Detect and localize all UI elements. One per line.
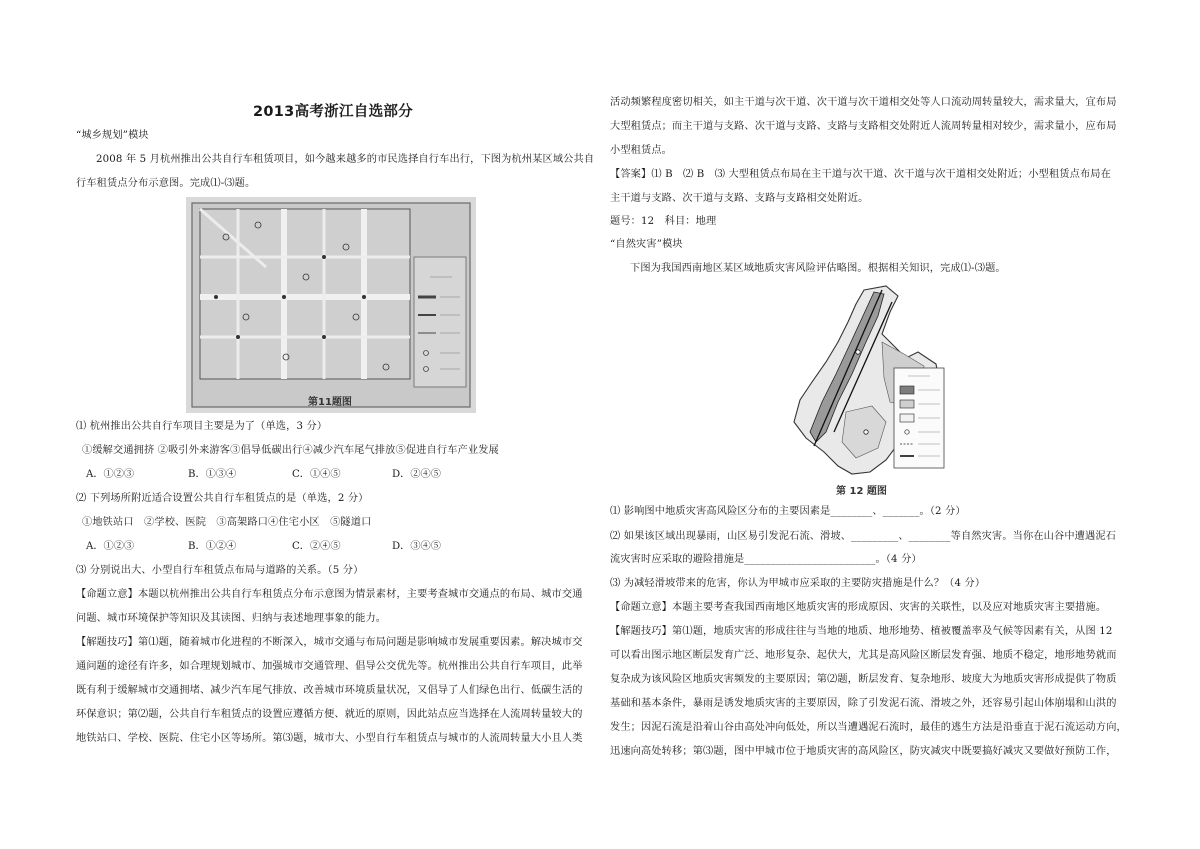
hazard-intro: 下图为我国西南地区某区域地质灾害风险评估略图。根据相关知识，完成⑴-⑶题。 (630, 263, 1006, 274)
answer-line-2: 主干道与支路、次干道与支路、支路与支路相交处附近。 (610, 193, 869, 204)
option-a: A．①②③ (86, 469, 135, 480)
bike-station-map-image (186, 197, 476, 413)
question-1-options (86, 468, 586, 481)
hazard-question-2a: ⑵ 如果该区域出现暴雨，山区易引发泥石流、滑坡、_________、________等自然灾害。当你在山谷中遭遇泥石 (610, 531, 1117, 542)
analysis-line: 既有利于缓解城市交通拥堵、减少汽车尾气排放、改善城市环境质量状况，又倡导了人们绿色出行、低碳生活的 (76, 685, 583, 696)
question-2-options (86, 540, 586, 553)
analysis-line: 问题、城市环境保护等知识及其读图、归纳与表述地理事象的能力。 (76, 613, 387, 624)
question-2-items: ①地铁站口 ②学校、医院 ③高架路口④住宅小区 ⑤隧道口 (82, 517, 372, 528)
analysis-line: 迅速向高处转移；第⑶题，图中甲城市位于地质灾害的高风险区，防灾减灾中既要搞好减灾又要做好预防工作， (610, 746, 1117, 757)
question-2: ⑵ 下列场所附近适合设置公共自行车租赁点的是（单选，2 分） (76, 493, 369, 504)
module-heading-natural-hazards: “自然灾害”模块 (610, 239, 683, 250)
analysis-line: 【解题技巧】第⑴题，地质灾害的形成往往与当地的地质、地形地势、植被覆盖率及气候等因素有关，从图 12 (610, 626, 1113, 637)
option-d: D．②④⑤ (392, 469, 441, 480)
hazard-question-2b: 流灾害时应采取的避险措施是_________________________。（4 分） (610, 554, 922, 565)
option-d: D．③④⑤ (392, 541, 441, 552)
option-a: A．①②③ (86, 541, 135, 552)
continued-line: 活动频繁程度密切相关，如主干道与次干道、次干道与次干道相交处等人口流动周转量较大，需求量大，宜布局 (610, 97, 1117, 108)
question-meta: 题号：12 科目：地理 (610, 216, 717, 227)
hazard-risk-map-figure (786, 282, 946, 496)
option-b: B．①③④ (188, 469, 237, 480)
analysis-line: 环保意识；第⑵题，公共自行车租赁点的设置应遵循方便、就近的原则，因此站点应当选择在人流周转量较大的 (76, 709, 583, 720)
document-title: 2013高考浙江自选部分 (253, 104, 413, 120)
analysis-line: 【命题立意】本题以杭州推出公共自行车租赁点分布示意图为情景素材，主要考查城市交通点的布局、城市交通 (76, 589, 583, 600)
figure-12-caption: 第 12 题图 (836, 486, 887, 497)
bike-station-map-figure (186, 197, 476, 413)
intro-line-1: 2008 年 5 月杭州推出公共自行车租赁项目，如今越来越多的市民选择自行车出行，下图为杭州某区域公共自 (96, 154, 595, 165)
analysis-line: 可以看出图示地区断层发育广泛、地形复杂、起伏大，尤其是高风险区断层发育强、地质不稳定，地形地势就而 (610, 650, 1117, 661)
intro-line-2: 行车租赁点分布示意图。完成⑴-⑶题。 (76, 178, 256, 189)
analysis-line: 【解题技巧】第⑴题，随着城市化进程的不断深入，城市交通与布局问题是影响城市发展重要因素。解决城市交 (76, 637, 583, 648)
question-1-items: ①缓解交通拥挤 ②吸引外来游客③倡导低碳出行④减少汽车尾气排放⑤促进自行车产业发展 (82, 445, 499, 456)
analysis-line: 通问题的途径有许多，如合理规划城市、加强城市交通管理、倡导公交优先等。杭州推出公共自行车项目，此举 (76, 661, 583, 672)
hazard-question-1: ⑴ 影响图中地质灾害高风险区分布的主要因素是________、_______。（2 分） (610, 506, 966, 517)
continued-line: 大型租赁点；而主干道与支路、次干道与支路、支路与支路相交处附近人流周转量相对较少，需求量小，应布局 (610, 121, 1117, 132)
question-3: ⑶ 分别说出大、小型自行车租赁点布局与道路的关系。（5 分） (76, 565, 364, 576)
module-heading-urban-planning: “城乡规划”模块 (76, 130, 149, 141)
answer-line-1: 【答案】⑴ B ⑵ B ⑶ 大型租赁点布局在主干道与次干道、次干道与次干道相交处附近；小型租赁点布局在 (610, 169, 1111, 180)
analysis-line: 地铁站口、学校、医院、住宅小区等场所。第⑶题，城市大、小型自行车租赁点与城市的人流周转量大小且人类 (76, 733, 583, 744)
hazard-risk-map-image (786, 282, 946, 482)
continued-line: 小型租赁点。 (610, 145, 673, 156)
question-1: ⑴ 杭州推出公共自行车项目主要是为了（单选，3 分） (76, 421, 328, 432)
hazard-question-3: ⑶ 为减轻滑坡带来的危害，你认为甲城市应采取的主要防灾措施是什么？（4 分） (610, 578, 986, 589)
analysis-line: 发生；因泥石流是沿着山谷由高处冲向低处，所以当遭遇泥石流时，最佳的逃生方法是沿垂直于泥石流运动方向， (610, 722, 1127, 733)
analysis-line: 基础和基本条件，暴雨是诱发地质灾害的主要原因，除了引发泥石流、滑坡之外，还容易引起山体崩塌和山洪的 (610, 698, 1117, 709)
analysis-line: 【命题立意】本题主要考查我国西南地区地质灾害的形成原因、灾害的关联性，以及应对地质灾害主要措施。 (610, 602, 1107, 613)
analysis-line: 复杂成为该风险区地质灾害频发的主要原因；第⑵题，断层发育、复杂地形、坡度大为地质灾害形成提供了物质 (610, 674, 1117, 685)
option-b: B．①②④ (188, 541, 237, 552)
option-c: C．①④⑤ (292, 469, 341, 480)
figure-11-caption: 第11题图 (308, 397, 352, 408)
option-c: C．②④⑤ (292, 541, 341, 552)
